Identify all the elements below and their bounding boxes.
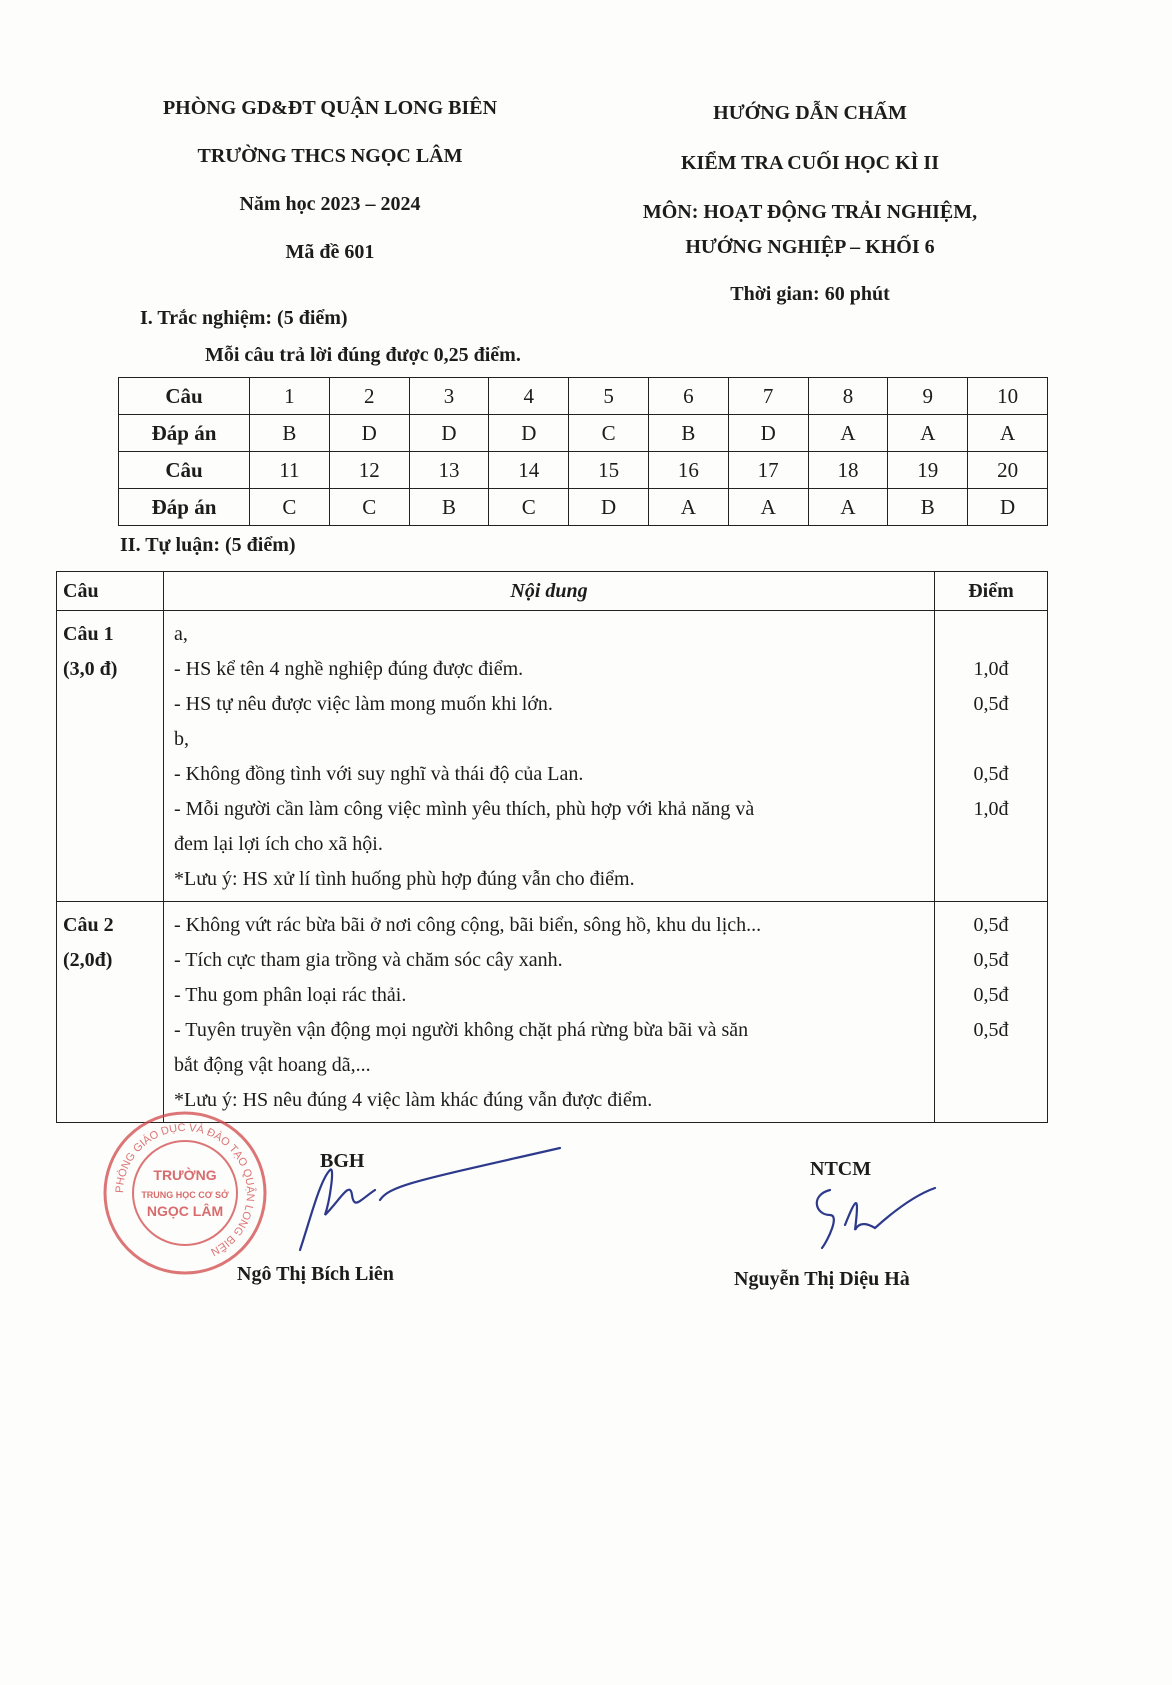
stamp-ring-text: PHÒNG GIÁO DỤC VÀ ĐÀO TẠO QUẬN LONG BIÊN [113, 1121, 257, 1258]
table-cell: 7 [728, 378, 808, 415]
school-stamp [100, 1108, 270, 1278]
score-value: 0,5đ [973, 763, 1009, 785]
score-value: 0,5đ [973, 1019, 1009, 1041]
header-score: Điểm [935, 572, 1048, 611]
question-label: Câu [119, 452, 250, 489]
table-cell: 6 [648, 378, 728, 415]
score-value: 1,0đ [973, 798, 1009, 820]
content-line: *Lưu ý: HS nêu đúng 4 việc làm khác đúng vẫn được điểm. [174, 1089, 653, 1111]
table-cell: C [329, 489, 409, 526]
table-row [119, 452, 1048, 489]
table-row [119, 489, 1048, 526]
score-value [935, 827, 1047, 862]
table-cell: 17 [728, 452, 808, 489]
table-cell: B [409, 489, 489, 526]
content-line: *Lưu ý: HS xử lí tình huống phù hợp đúng vẫn cho điểm. [174, 868, 635, 890]
table-cell: 8 [808, 378, 888, 415]
content-line: bắt động vật hoang dã,... [174, 1054, 371, 1076]
table-cell: 10 [968, 378, 1048, 415]
table-cell: D [489, 415, 569, 452]
table-cell: 11 [250, 452, 330, 489]
content-cell [164, 611, 935, 902]
score-value: 1,0đ [973, 658, 1009, 680]
answer-key-table [118, 377, 1048, 526]
exam-duration: Thời gian: 60 phút [730, 283, 890, 305]
score-value [935, 617, 1047, 652]
score-value [935, 1083, 1047, 1118]
score-value: 0,5đ [973, 914, 1009, 936]
table-row [119, 378, 1048, 415]
score-cell [935, 902, 1048, 1123]
stamp-center-line2: TRUNG HỌC CƠ SỞ [141, 1190, 229, 1200]
question-points: (2,0đ) [63, 949, 113, 971]
table-cell: 14 [489, 452, 569, 489]
content-line: - Tích cực tham gia trồng và chăm sóc cây xanh. [174, 949, 563, 971]
answer-label: Đáp án [119, 489, 250, 526]
content-line: - Không vứt rác bừa bãi ở nơi công cộng, bãi biển, sông hồ, khu du lịch... [174, 914, 762, 936]
table-cell: D [409, 415, 489, 452]
right-signature-mark [800, 1170, 950, 1270]
table-cell: D [968, 489, 1048, 526]
table-cell: 19 [888, 452, 968, 489]
table-cell: 13 [409, 452, 489, 489]
table-cell: C [489, 489, 569, 526]
doc-title: HƯỚNG DẪN CHẤM [713, 102, 907, 124]
question-points: (3,0 đ) [63, 658, 118, 680]
stamp-center-line1: TRƯỜNG [153, 1167, 217, 1183]
section1-title: I. Trắc nghiệm: (5 điểm) [140, 307, 348, 329]
right-signer-name: Nguyễn Thị Diệu Hà [734, 1268, 910, 1290]
section1-note: Mỗi câu trả lời đúng được 0,25 điểm. [205, 344, 521, 366]
table-cell: D [569, 489, 649, 526]
content-line: - Không đồng tình với suy nghĩ và thái độ của Lan. [174, 763, 584, 785]
section2-title: II. Tự luận: (5 điểm) [120, 534, 296, 556]
content-line: - HS kể tên 4 nghề nghiệp đúng được điểm. [174, 658, 524, 680]
header-content: Nội dung [164, 572, 935, 611]
header-question: Câu [57, 572, 164, 611]
content-line: - Tuyên truyền vận động mọi người không chặt phá rừng bừa bãi và săn [174, 1019, 749, 1041]
table-cell: 4 [489, 378, 569, 415]
school-year: Năm học 2023 – 2024 [239, 193, 421, 215]
question-cell [57, 611, 164, 902]
table-cell: 15 [569, 452, 649, 489]
table-cell: 12 [329, 452, 409, 489]
table-row [119, 415, 1048, 452]
answer-label: Đáp án [119, 415, 250, 452]
table-cell: 9 [888, 378, 968, 415]
left-signature-mark [280, 1140, 580, 1260]
table-cell: C [569, 415, 649, 452]
score-cell [935, 611, 1048, 902]
table-cell: 16 [648, 452, 728, 489]
subject-grade: HƯỚNG NGHIỆP – KHỐI 6 [685, 236, 935, 258]
table-cell: B [888, 489, 968, 526]
left-signer-name: Ngô Thị Bích Liên [237, 1263, 394, 1285]
score-value: 0,5đ [973, 693, 1009, 715]
dept-name: PHÒNG GD&ĐT QUẬN LONG BIÊN [162, 97, 498, 119]
content-line: - Thu gom phân loại rác thải. [174, 984, 407, 1006]
right-signature-title: NTCM [810, 1158, 872, 1180]
essay-rubric-table [56, 571, 1048, 1123]
table-cell: 20 [968, 452, 1048, 489]
table-cell: D [728, 415, 808, 452]
table-cell: D [329, 415, 409, 452]
content-line: đem lại lợi ích cho xã hội. [174, 833, 383, 855]
question-cell [57, 902, 164, 1123]
table-cell: A [808, 415, 888, 452]
question-label: Câu [119, 378, 250, 415]
table-cell: 2 [329, 378, 409, 415]
score-value [935, 862, 1047, 897]
table-cell: A [888, 415, 968, 452]
table-cell: A [808, 489, 888, 526]
table-cell: 1 [250, 378, 330, 415]
left-signature-title: BGH [320, 1150, 365, 1172]
score-value: 0,5đ [973, 949, 1009, 971]
table-cell: B [648, 415, 728, 452]
table-row [57, 902, 1048, 1123]
table-cell: 3 [409, 378, 489, 415]
table-cell: A [728, 489, 808, 526]
score-value [935, 1048, 1047, 1083]
table-cell: A [968, 415, 1048, 452]
table-cell: 18 [808, 452, 888, 489]
content-line: a, [174, 623, 188, 645]
stamp-center-line3: NGỌC LÂM [146, 1203, 224, 1219]
score-value: 0,5đ [973, 984, 1009, 1006]
school-name: TRƯỜNG THCS NGỌC LÂM [197, 145, 463, 167]
content-line: - HS tự nêu được việc làm mong muốn khi lớn. [174, 693, 553, 715]
subject-line: MÔN: HOẠT ĐỘNG TRẢI NGHIỆM, [642, 201, 978, 223]
content-line: b, [174, 728, 189, 750]
exam-code: Mã đề 601 [285, 241, 375, 263]
table-cell: 5 [569, 378, 649, 415]
question-label: Câu 1 [63, 623, 114, 645]
content-cell [164, 902, 935, 1123]
table-cell: C [250, 489, 330, 526]
table-cell: B [250, 415, 330, 452]
question-label: Câu 2 [63, 914, 114, 936]
score-value [935, 722, 1047, 757]
table-header-row [57, 572, 1048, 611]
table-cell: A [648, 489, 728, 526]
content-line: - Mỗi người cần làm công việc mình yêu thích, phù hợp với khả năng và [174, 798, 755, 820]
exam-title: KIỂM TRA CUỐI HỌC KÌ II [680, 152, 939, 174]
table-row [57, 611, 1048, 902]
